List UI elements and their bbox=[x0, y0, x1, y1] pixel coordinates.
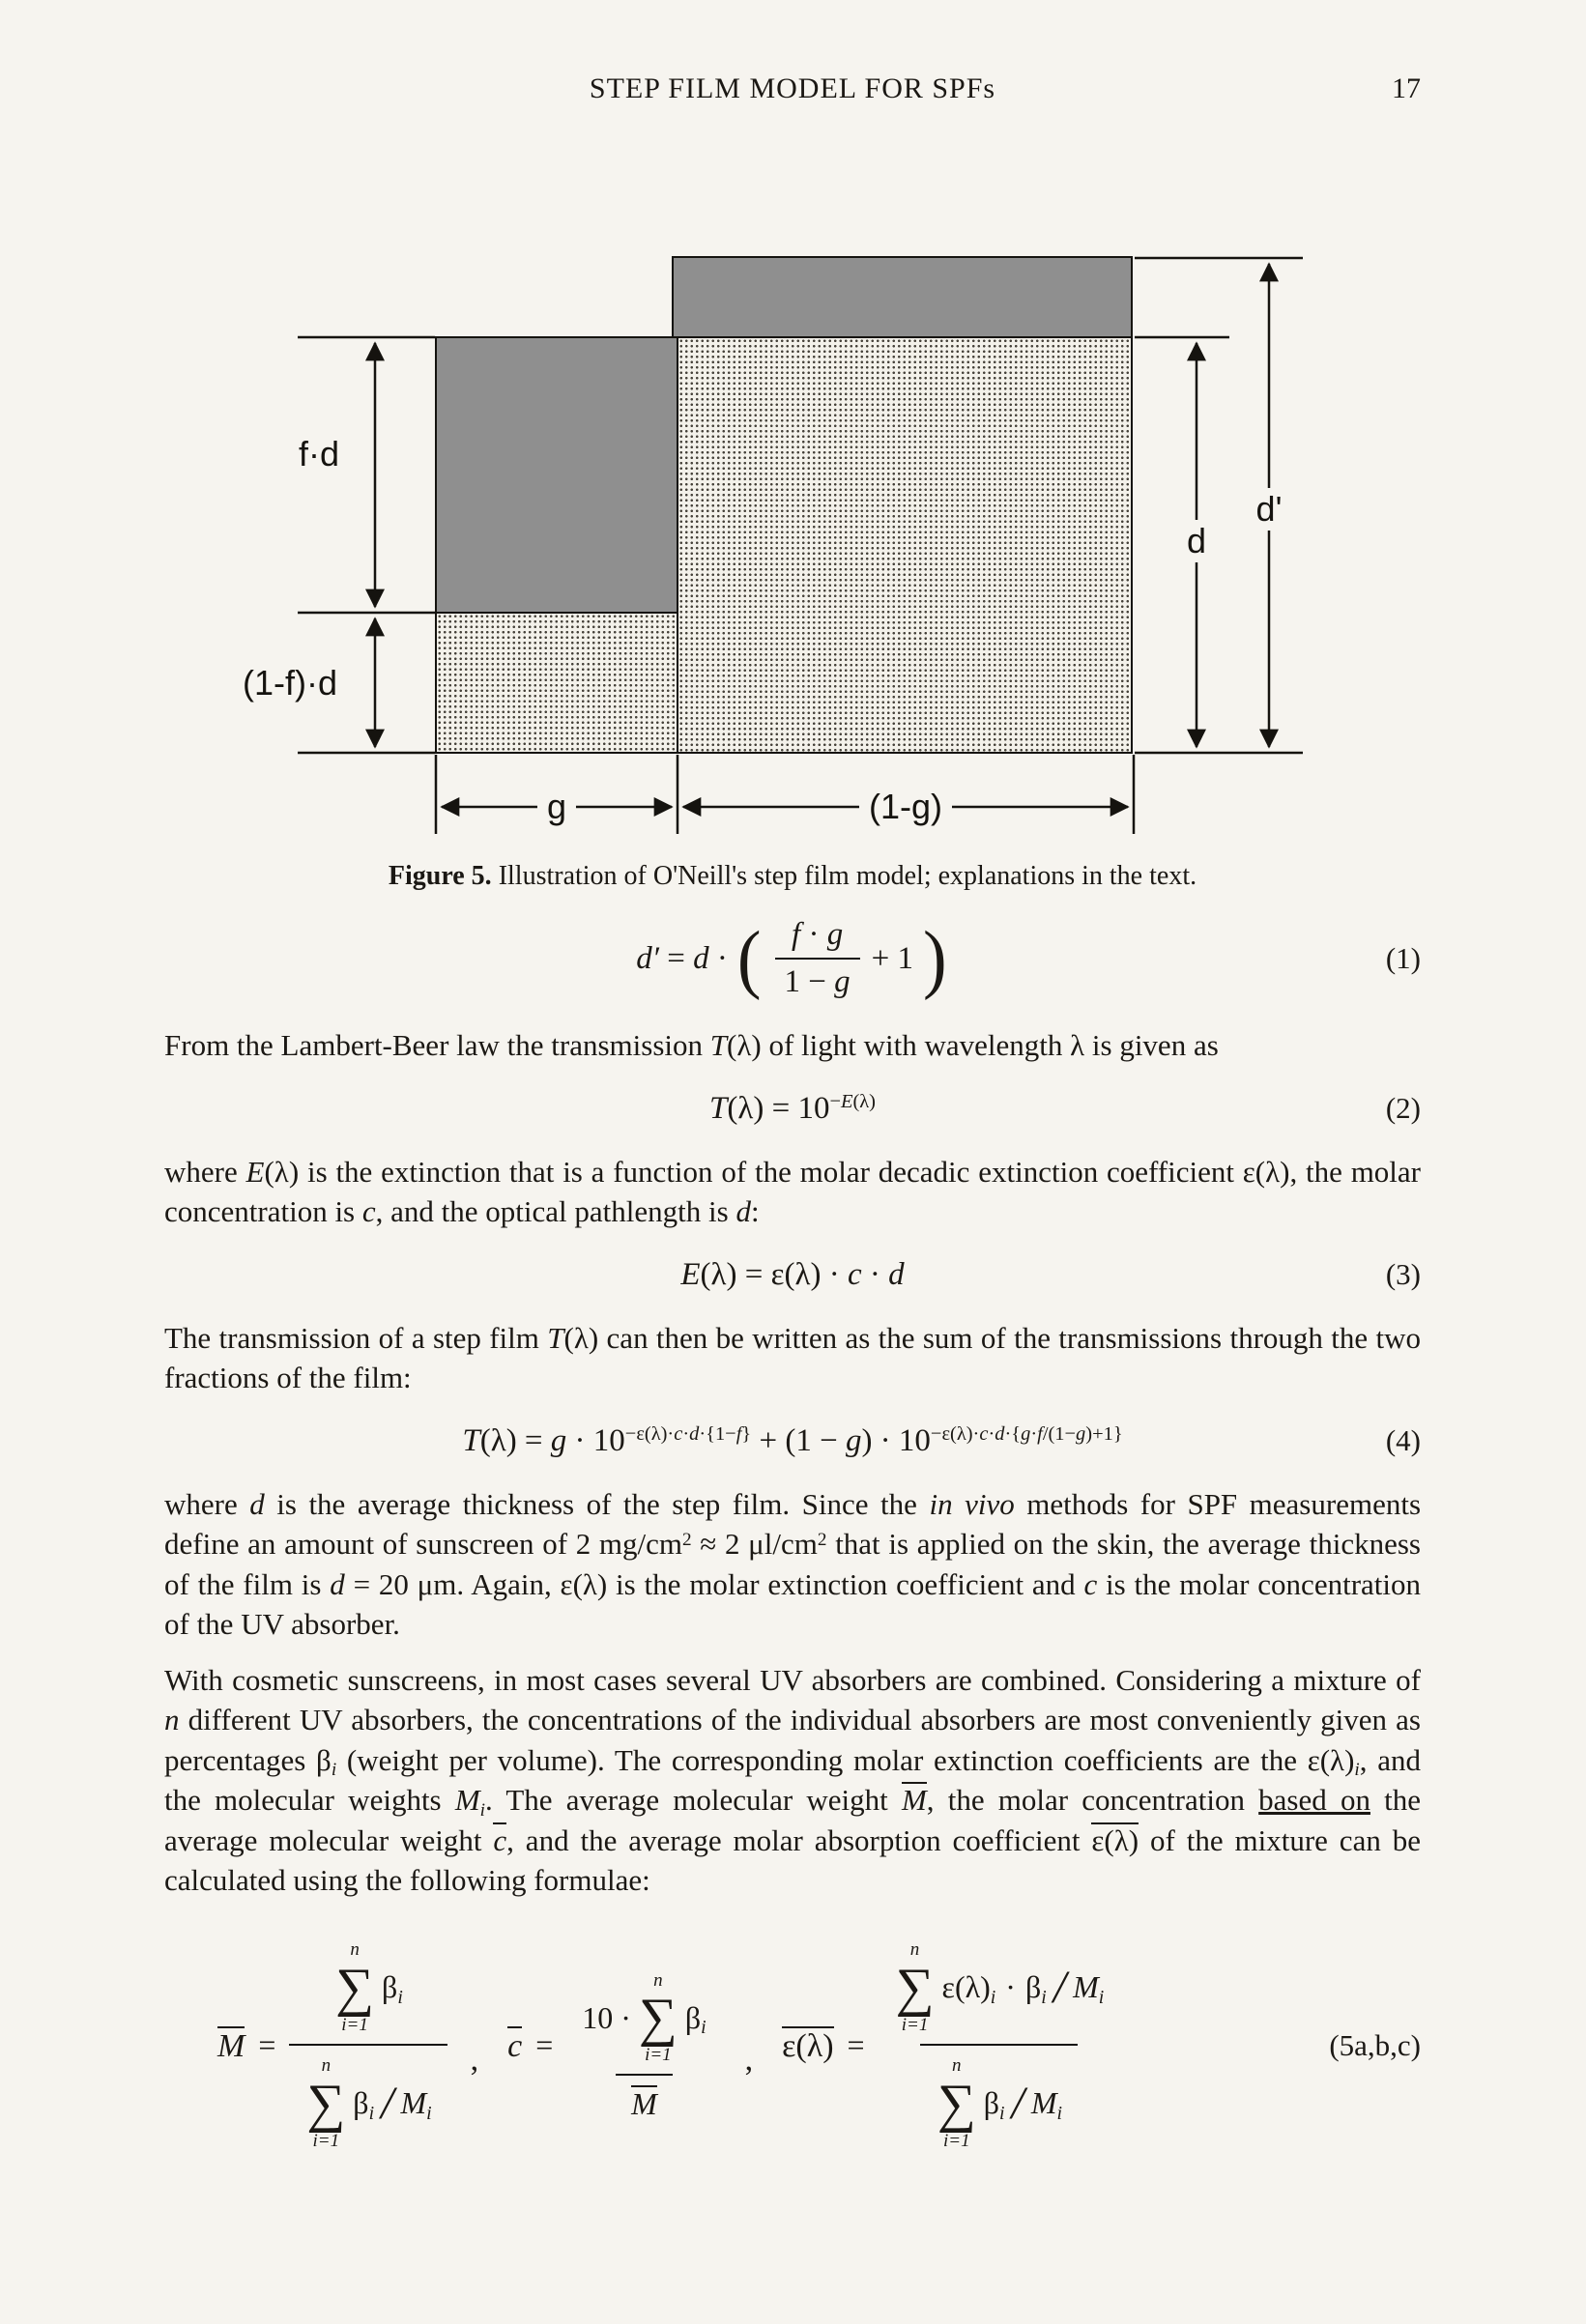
equals-sign: = bbox=[535, 2027, 554, 2063]
equation-number-5: (5a,b,c) bbox=[1329, 2027, 1421, 2062]
fraction bbox=[879, 1939, 1120, 2151]
epsilon-i: ε(λ)i bbox=[941, 1969, 996, 2008]
eq5-part-b bbox=[507, 1970, 722, 2121]
slash: / bbox=[1053, 1961, 1067, 2013]
equation-4-body bbox=[462, 1423, 1122, 1459]
paragraph-average-thickness: where d is the average thickness of the step film. Since the in vivo methods for SPF measurements define an amount of sunscreen of 2 $mg/cm^2 \approx 2$ $\mu l/cm^2$ that is applied on the skin, the average thickness of the film is d = 20 μm. Again, ε(λ) is the molar extinction coefficient and c is the molar concentration of the UV absorber. bbox=[164, 1486, 1422, 1642]
equation-number-4: (4) bbox=[1385, 1423, 1421, 1458]
equation-3-body: E(λ) = ε(λ) · c · d bbox=[680, 1256, 905, 1292]
fraction-denominator: 1 − g bbox=[775, 958, 860, 1000]
equals-sign: = bbox=[258, 2027, 276, 2063]
eq4-exponent2: −ε(λ)·c·d·{g·f/(1−g)+1} bbox=[930, 1423, 1123, 1446]
equation-4 bbox=[164, 1423, 1421, 1459]
dot-operator: · bbox=[1005, 1969, 1016, 2005]
eq4-exponent1: −ε(λ)·c·d·{1−f} bbox=[624, 1423, 752, 1446]
dotted-region-left bbox=[435, 612, 678, 754]
equals-sign: = bbox=[847, 2027, 865, 2063]
equation-1-body bbox=[636, 917, 948, 1000]
label-g: g bbox=[537, 786, 576, 828]
equation-3 bbox=[164, 1257, 1421, 1293]
comma: , bbox=[470, 2041, 479, 2078]
eq2-base: T(λ) = 10 bbox=[709, 1090, 830, 1126]
equation-5 bbox=[217, 1939, 1421, 2151]
sigma-icon: ∑ bbox=[306, 2073, 346, 2134]
figure-caption: Figure 5. Illustration of O'Neill's step film model; explanations in the text. bbox=[388, 861, 1197, 891]
beta-i: βi bbox=[684, 1999, 706, 2039]
beta-i: βi bbox=[983, 2085, 1005, 2124]
beta-i: βi bbox=[382, 1969, 403, 2008]
label-d: d bbox=[1177, 520, 1216, 562]
epsilon-bar: ε(λ) bbox=[782, 2028, 834, 2065]
page-number: 17 bbox=[1392, 72, 1421, 104]
paragraph-step-film-transmission: The transmission of a step film T(λ) can then be written as the sum of the transmissions through the two fractions of the film: bbox=[164, 1320, 1421, 1395]
c-bar: c bbox=[507, 2028, 523, 2065]
eq5-part-c bbox=[782, 1939, 1119, 2151]
M-bar: M bbox=[217, 2028, 245, 2065]
sum-operator: n ∑ i=1 bbox=[937, 2054, 976, 2151]
fraction bbox=[566, 1970, 721, 2121]
M-i: Mi bbox=[1073, 1969, 1105, 2008]
eq1-tail: + 1 bbox=[871, 940, 914, 976]
eq4-part1: T(λ) = g · 10 bbox=[462, 1422, 625, 1458]
factor-ten: 10 · bbox=[582, 1999, 631, 2035]
page-header bbox=[164, 72, 1421, 113]
fraction bbox=[775, 917, 860, 1000]
running-title: STEP FILM MODEL FOR SPFs bbox=[589, 72, 996, 104]
gray-film-cap bbox=[672, 256, 1133, 338]
sum-operator: n ∑ i=1 bbox=[895, 1938, 935, 2035]
label-one-minus-g: (1-g) bbox=[859, 786, 952, 828]
sum-operator: n ∑ i=1 bbox=[638, 1969, 678, 2066]
M-bar: M bbox=[631, 2086, 657, 2122]
label-one-minus-f-d: (1-f)·d bbox=[243, 663, 337, 703]
label-d-prime: d' bbox=[1247, 488, 1292, 531]
equation-2 bbox=[164, 1091, 1421, 1127]
sigma-icon: ∑ bbox=[937, 2073, 976, 2134]
fraction bbox=[289, 1939, 447, 2151]
dotted-region-right bbox=[677, 336, 1133, 754]
sigma-icon: ∑ bbox=[638, 1988, 678, 2049]
equation-number-2: (2) bbox=[1385, 1091, 1421, 1126]
label-fd: f·d bbox=[298, 434, 340, 473]
gray-film-left bbox=[435, 336, 678, 614]
sum-operator: n ∑ i=1 bbox=[306, 2054, 346, 2151]
equation-1 bbox=[164, 917, 1421, 1000]
paragraph-lambert-beer: From the Lambert-Beer law the transmission T(λ) of light with wavelength λ is given as bbox=[164, 1028, 1219, 1062]
sum-operator: n ∑ i=1 bbox=[335, 1938, 375, 2035]
equation-2-body bbox=[709, 1091, 876, 1127]
eq1-lead: d′ = d · bbox=[636, 940, 728, 976]
sigma-icon: ∑ bbox=[335, 1957, 375, 2018]
beta-i: βi bbox=[1024, 1969, 1047, 2008]
paragraph-extinction: where E(λ) is the extinction that is a function of the molar decadic extinction coefficient ε(λ), the molar concentration is c, and the optical pathlength is d: bbox=[164, 1154, 1422, 1229]
eq5-part-a bbox=[217, 1939, 447, 2151]
paren-open: ( bbox=[736, 915, 762, 1002]
slash: / bbox=[381, 2077, 394, 2129]
paragraph-mixtures: With cosmetic sunscreens, in most cases several UV absorbers are combined. Considering a mixture of n different UV absorbers, the concentrations of the individual absorbers are most conveniently given as percentages βi (weight per volume). The corresponding molar extinction coefficients are the ε(λ)i, and the molecular weights Mi. The average molecular weight M, the molar concentration based on the average molecular weight c, and the average molar absorption coefficient ε(λ) of the mixture can be calculated using the following formulae: bbox=[164, 1662, 1422, 1898]
eq2-exponent: −E(λ) bbox=[829, 1091, 876, 1113]
fraction-numerator: f · g bbox=[792, 917, 844, 952]
slash: / bbox=[1011, 2077, 1024, 2129]
beta-i: βi bbox=[353, 2085, 375, 2124]
step-film-figure bbox=[164, 256, 1421, 836]
paren-close: ) bbox=[923, 915, 947, 1002]
equation-number-1: (1) bbox=[1385, 941, 1421, 975]
sigma-icon: ∑ bbox=[895, 1957, 935, 2018]
M-i: Mi bbox=[400, 2085, 432, 2124]
equation-number-3: (3) bbox=[1385, 1257, 1421, 1292]
comma: , bbox=[744, 2041, 754, 2078]
M-i: Mi bbox=[1030, 2085, 1063, 2124]
eq4-part2: + (1 − g) · 10 bbox=[751, 1422, 931, 1458]
